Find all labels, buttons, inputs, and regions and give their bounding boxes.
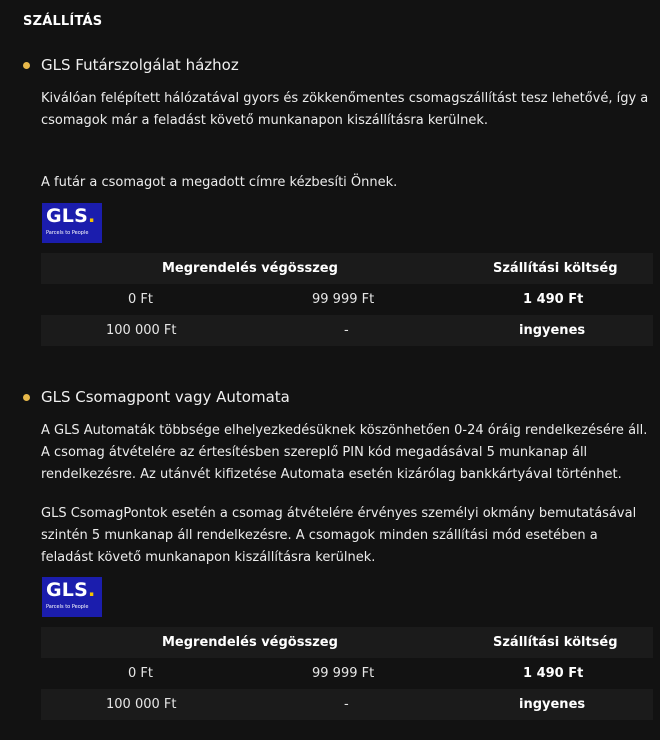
table-row xyxy=(41,284,653,315)
table-cell-from: 100 000 Ft xyxy=(106,697,177,712)
table-header-row xyxy=(41,627,653,658)
logo-text: GLS xyxy=(46,579,88,601)
section-title-courier xyxy=(23,56,239,74)
section-title-label: GLS Csomagpont vagy Automata xyxy=(41,388,290,406)
table-cell-cost: 1 490 Ft xyxy=(523,292,584,307)
logo-dot: . xyxy=(88,205,96,227)
table-cell-from: 0 Ft xyxy=(128,666,153,681)
table-cell-to: 99 999 Ft xyxy=(312,666,375,681)
section-paragraph: GLS CsomagPontok esetén a csomag átvételére érvényes személyi okmány bemutatásával szintén 5 munkanap áll rendelkezésre. A csomagok minden szállítási mód esetében a feladást követő munkanapon kiszállításra kerülnek. xyxy=(41,506,637,565)
section-title-parcelpoint xyxy=(23,388,290,406)
table-header-row xyxy=(41,253,653,284)
table-row xyxy=(41,315,653,346)
gls-logo xyxy=(42,577,102,617)
gls-logo xyxy=(42,203,102,243)
table-cell-to: - xyxy=(344,323,349,338)
logo-text: GLS xyxy=(46,205,88,227)
table-cell-cost: 1 490 Ft xyxy=(523,666,584,681)
section-paragraph: A GLS Automaták többsége elhelyezkedésüknek köszönhetően 0-24 óráig rendelkezésére áll. A csomag átvételére az értesítésben szereplő PIN kód megadásával 5 munkanap áll rendelkezésre. Az utánvét kifizetése Automata esetén kizárólag bankkártyával történhet. xyxy=(41,423,648,482)
logo-tagline: Parcels to People xyxy=(46,230,89,236)
table-header-order-total: Megrendelés végösszeg xyxy=(162,635,338,650)
table-row xyxy=(41,658,653,689)
table-row xyxy=(41,689,653,720)
table-cell-to: - xyxy=(344,697,349,712)
section-paragraph: Kiválóan felépített hálózatával gyors és zökkenőmentes csomagszállítást tesz lehetővé, így a csomagok már a feladást követő munkanapon kiszállításra kerülnek. xyxy=(41,91,649,128)
logo-dot: . xyxy=(88,579,96,601)
page-title: SZÁLLÍTÁS xyxy=(23,14,103,29)
table-cell-cost: ingyenes xyxy=(519,323,586,338)
table-header-order-total: Megrendelés végösszeg xyxy=(162,261,338,276)
table-cell-to: 99 999 Ft xyxy=(312,292,375,307)
table-cell-from: 0 Ft xyxy=(128,292,153,307)
bullet-icon xyxy=(23,62,30,69)
section-title-label: GLS Futárszolgálat házhoz xyxy=(41,56,239,74)
section-paragraph: A futár a csomagot a megadott címre kézbesíti Önnek. xyxy=(41,175,398,190)
bullet-icon xyxy=(23,394,30,401)
table-cell-from: 100 000 Ft xyxy=(106,323,177,338)
table-cell-cost: ingyenes xyxy=(519,697,586,712)
logo-tagline: Parcels to People xyxy=(46,604,89,610)
table-header-shipping-cost: Szállítási költség xyxy=(493,261,618,276)
shipping-cost-table xyxy=(41,627,653,720)
shipping-cost-table xyxy=(41,253,653,346)
table-header-shipping-cost: Szállítási költség xyxy=(493,635,618,650)
